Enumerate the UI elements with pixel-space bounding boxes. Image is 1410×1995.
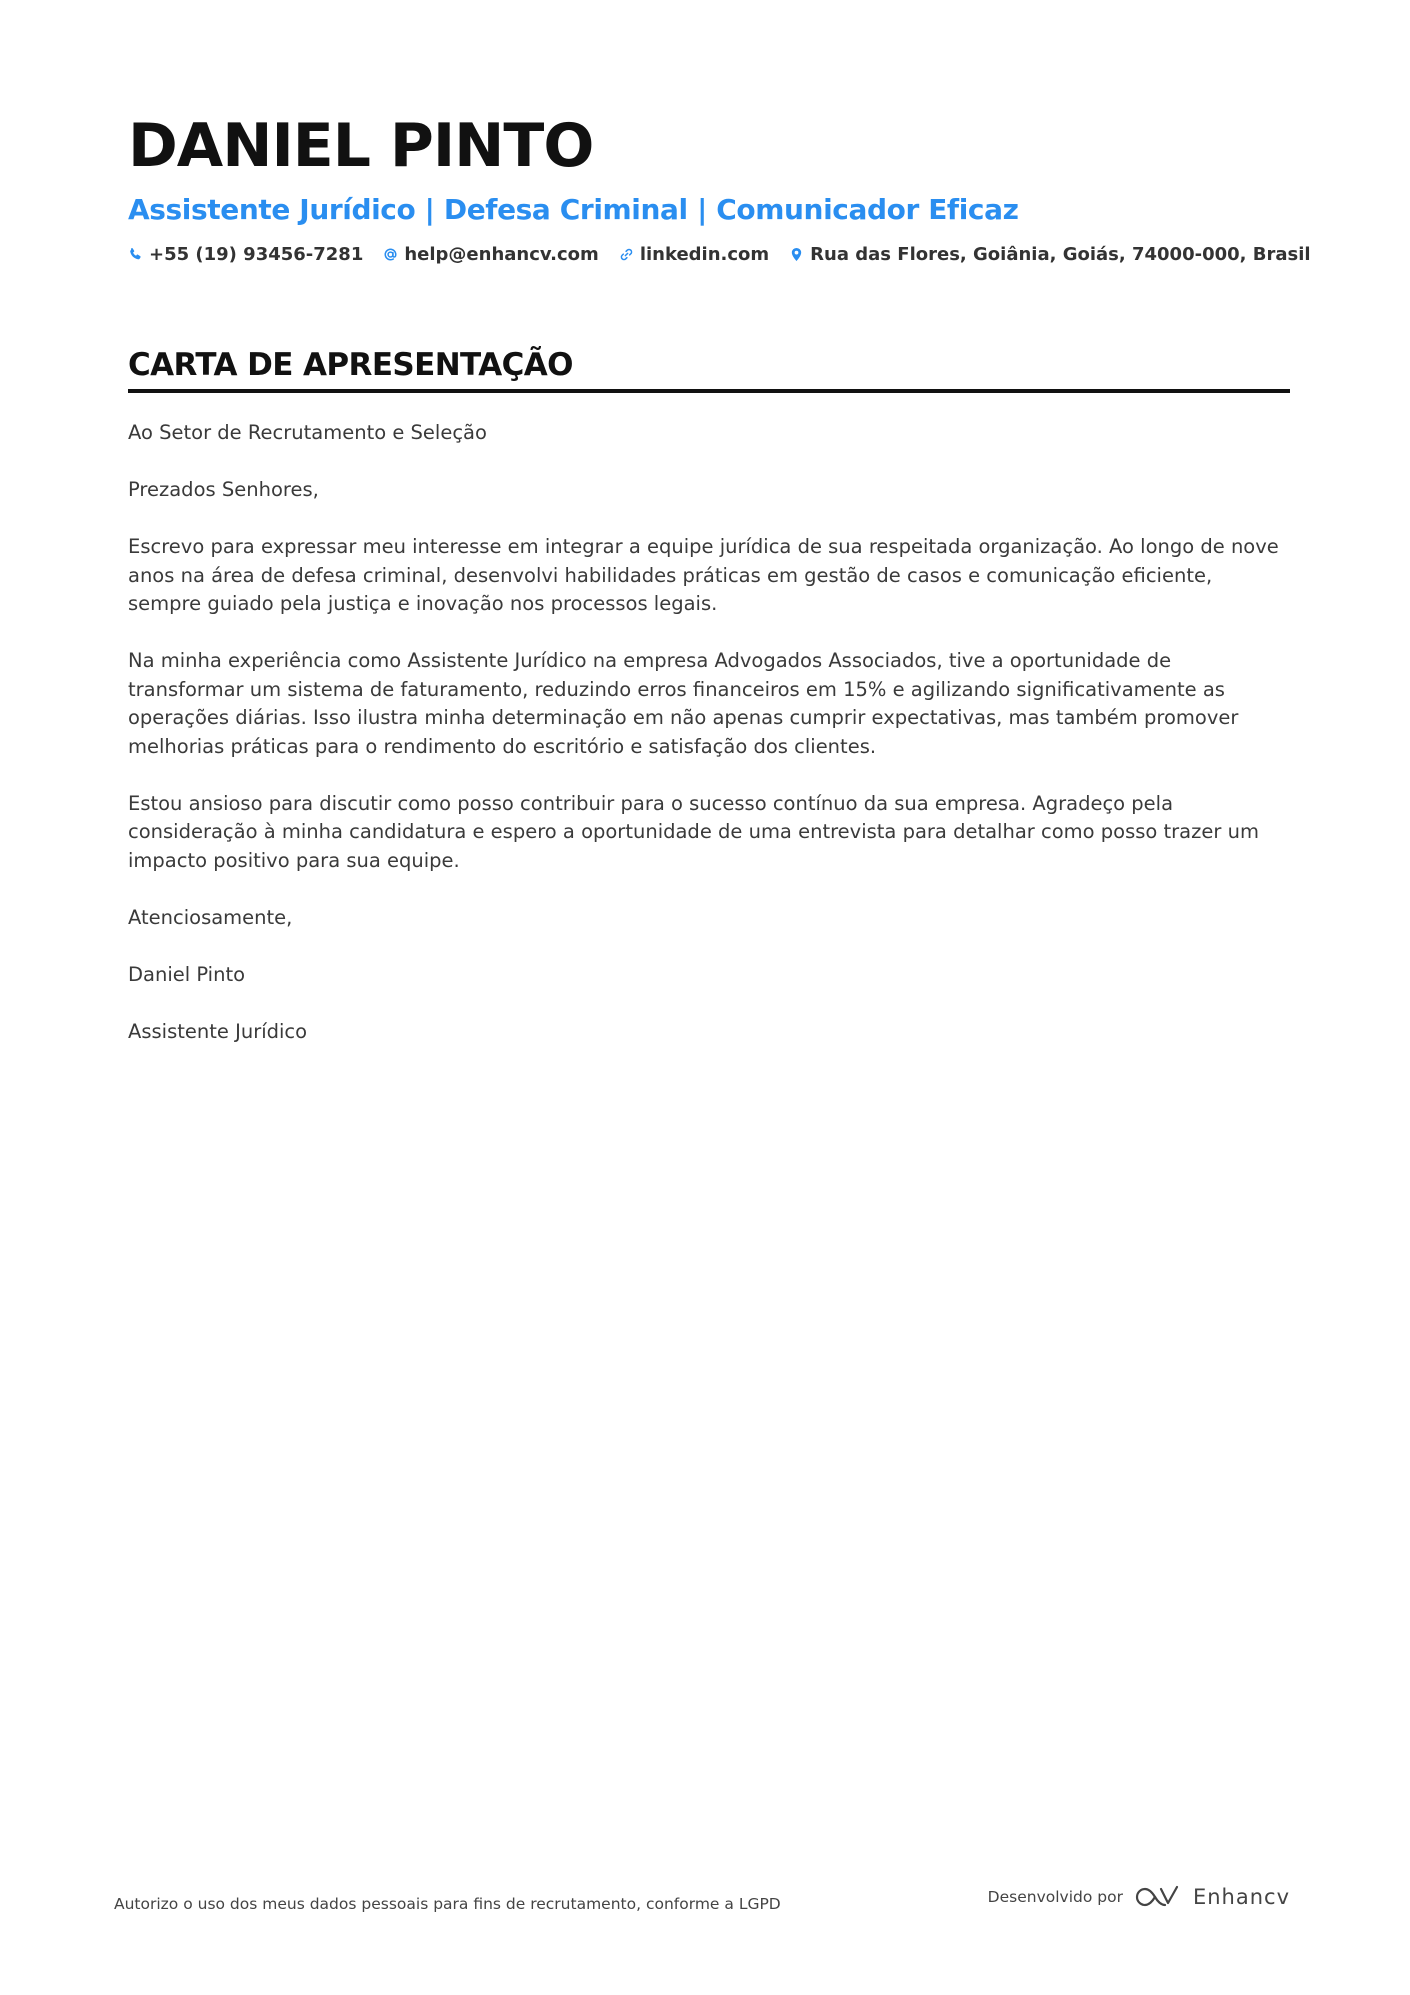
cover-letter-page xyxy=(128,110,1311,1075)
phone-icon xyxy=(128,247,143,262)
section-title: CARTA DE APRESENTAÇÃO xyxy=(128,345,1290,393)
contact-bar xyxy=(128,244,1311,265)
link-icon xyxy=(619,247,634,262)
contact-phone xyxy=(128,244,363,265)
powered-by[interactable] xyxy=(988,1884,1290,1910)
brand-name: Enhancv xyxy=(1192,1885,1290,1909)
phone-text: +55 (19) 93456-7281 xyxy=(149,244,364,265)
candidate-headline: Assistente Jurídico | Defesa Criminal | Comunicador Eficaz xyxy=(128,193,1019,226)
signature-title: Assistente Jurídico xyxy=(128,1019,308,1043)
consent-note: Autorizo o uso dos meus dados pessoais para fins de recrutamento, conforme a LGPD xyxy=(114,1895,781,1913)
candidate-name: DANIEL PINTO xyxy=(128,111,594,181)
location-pin-icon xyxy=(789,247,804,262)
letter-body xyxy=(128,419,1290,1046)
address-text: Rua das Flores, Goiânia, Goiás, 74000-000, Brasil xyxy=(810,244,1311,265)
powered-by-label: Desenvolvido por xyxy=(987,1888,1123,1906)
at-icon xyxy=(383,247,398,262)
contact-email[interactable] xyxy=(383,244,598,265)
email-text: help@enhancv.com xyxy=(404,244,599,265)
letter-paragraph: Estou ansioso para discutir como posso contribuir para o sucesso contínuo da sua empresa. Agradeço pela consideração à minha candidatura e espero a oportunidade de uma entrevista para detalhar como posso trazer um impacto positivo para sua equipe. xyxy=(128,791,1259,872)
letter-recipient: Ao Setor de Recrutamento e Seleção xyxy=(128,421,487,444)
signature-name: Daniel Pinto xyxy=(128,962,246,986)
contact-linkedin[interactable] xyxy=(619,244,769,265)
linkedin-text: linkedin.com xyxy=(639,244,770,265)
letter-greeting: Prezados Senhores, xyxy=(128,478,319,501)
letter-closing: Atenciosamente, xyxy=(128,905,293,929)
letter-paragraph: Na minha experiência como Assistente Jurídico na empresa Advogados Associados, tive a oportunidade de transformar um sistema de faturamento, reduzindo erros financeiros em 15% e agilizando significativamente as operações diárias. Isso ilustra minha determinação em não apenas cumprir expectativas, mas também promover melhorias práticas para o rendimento do escritório e satisfação dos clientes. xyxy=(128,649,1239,758)
contact-address xyxy=(789,244,1310,265)
enhancv-logo-icon xyxy=(1135,1884,1181,1910)
letter-paragraph: Escrevo para expressar meu interesse em integrar a equipe jurídica de sua respeitada organização. Ao longo de nove anos na área de defesa criminal, desenvolvi habilidades práticas em gestão de casos e comunicação eficiente, sempre guiado pela justiça e inovação nos processos legais. xyxy=(128,535,1279,615)
